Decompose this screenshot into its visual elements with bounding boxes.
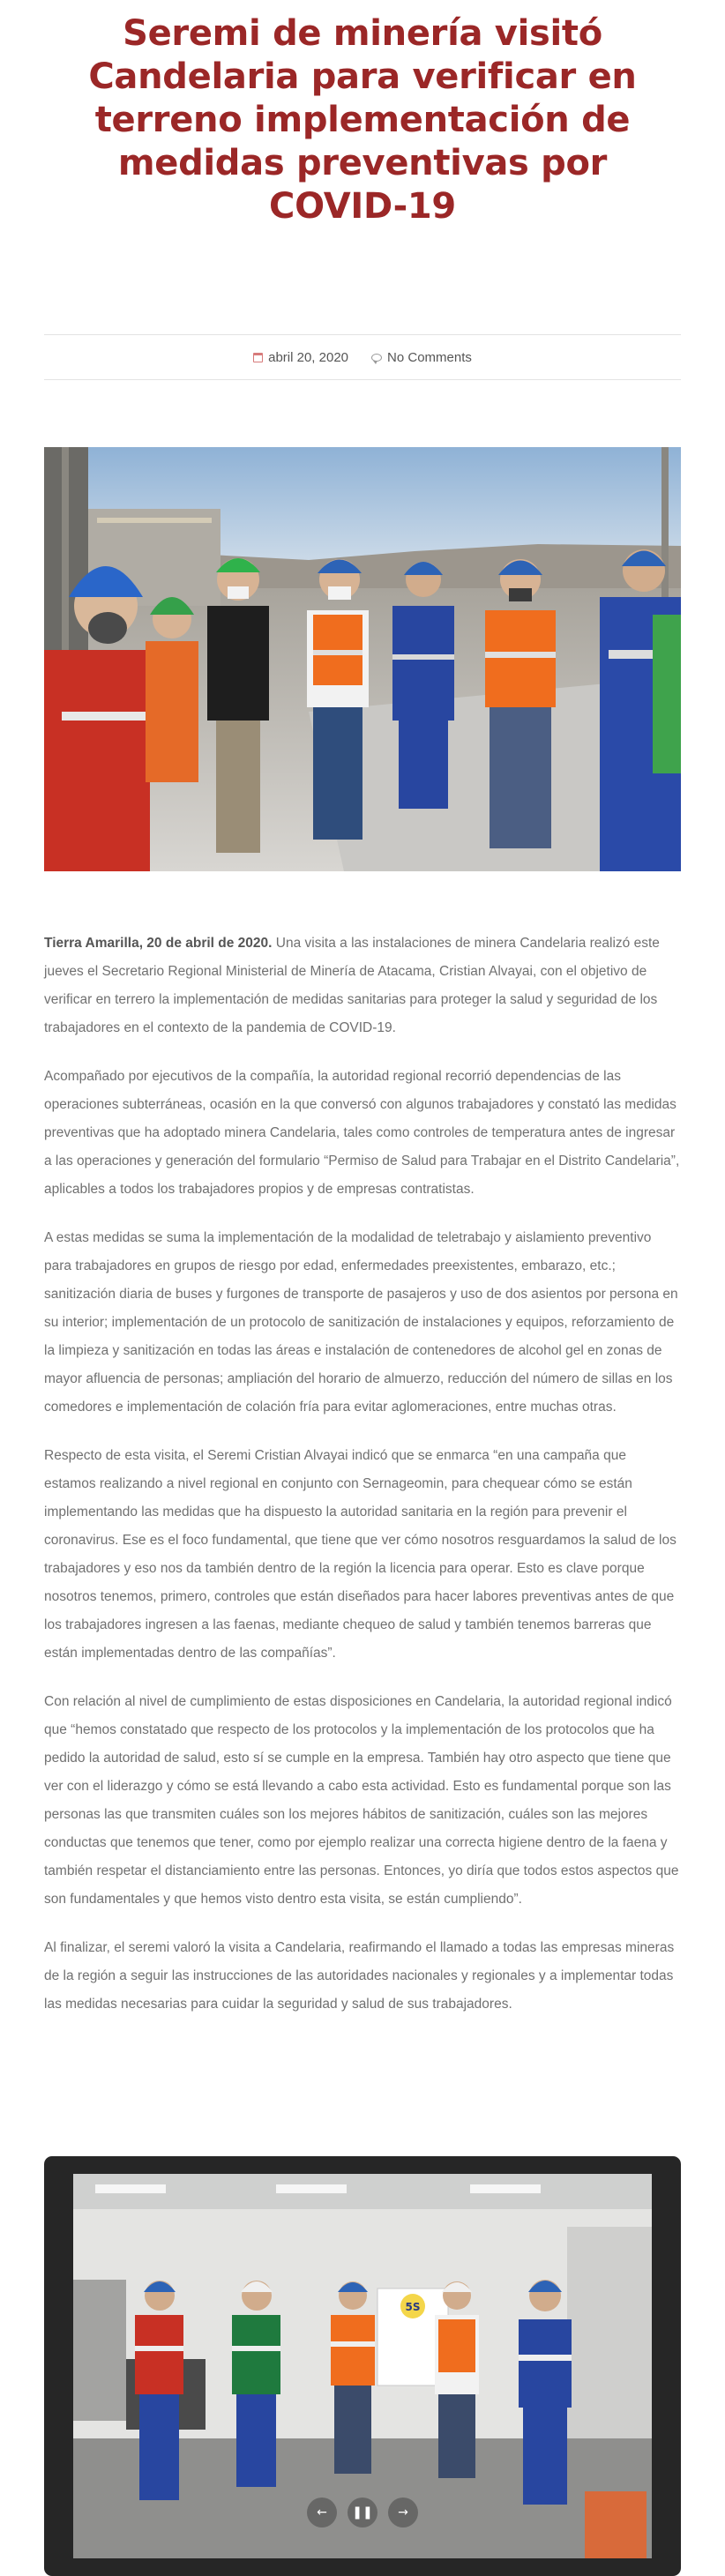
lead-paragraph [44, 930, 681, 1042]
post-meta [44, 335, 681, 379]
svg-text:5S: 5S [405, 2301, 421, 2313]
hero-photo [44, 447, 681, 871]
image-slider [44, 2156, 681, 2576]
meta-divider-bottom [44, 379, 681, 380]
arrow-left-icon[interactable]: ← [307, 2498, 337, 2527]
photo-workers-outdoor-icon [44, 447, 681, 871]
post-title: Seremi de minería visitó Candelaria para verificar en terreno implementación de medidas preventivas por COVID-19 [88, 13, 637, 227]
post-date [253, 350, 348, 365]
arrow-right-icon[interactable]: → [388, 2498, 418, 2527]
lead-dateline: Tierra Amarilla, 20 de abril de 2020. [44, 936, 273, 951]
paragraph: A estas medidas se suma la implementación de la modalidad de teletrabajo y aislamiento preventivo para trabajadores en grupos de riesgo por edad, enfermedades preexistentes, embarazo, etc.; sanitización diaria de buses y furgones de transporte de pasajeros y uso de dos asientos por persona en su interior; implementación de un protocolo de sanitización de instalaciones y equipos, reforzamiento de la limpieza y sanitización en todas las áreas e instalación de contenedores de alcohol gel en zonas de mayor afluencia de personas; ampliación del horario de almuerzo, reducción del número de sillas en los comedores e implementación de colación fría para evitar aglomeraciones, entre muchas otras. [44, 1230, 678, 1415]
slider-image [73, 2174, 652, 2558]
post-date-text: abril 20, 2020 [268, 349, 349, 365]
paragraph: Al finalizar, el seremi valoró la visita a Candelaria, reafirmando el llamado a todas las empresas mineras de la región a seguir las instrucciones de las autoridades nacionales y regionales y a implementar todas las medidas necesarias para cuidar la seguridad y salud de sus trabajadores. [44, 1940, 675, 2012]
slider-controls [73, 2498, 652, 2527]
comment-bubble-icon [371, 354, 382, 362]
lead-text: Una visita a las instalaciones de minera Candelaria realizó este jueves el Secretario Regional Ministerial de Minería de Atacama, Cristian Alvayai, con el objetivo de verificar en terrero la implementación de medidas sanitarias para proteger la salud y seguridad de los trabajadores en el contexto de la pandemia de COVID-19. [44, 936, 660, 1035]
comments-link[interactable]: No Comments [387, 349, 472, 365]
calendar-icon [253, 353, 263, 362]
paragraph: Con relación al nivel de cumplimiento de estas disposiciones en Candelaria, la autoridad regional indicó que “hemos constatado que respecto de los protocolos y la implementación de los protocolos que ha pedido la autoridad de salud, esto sí se cumple en la empresa. También hay otro aspecto que tiene que ver con el liderazgo y cómo se está llevando a cabo esta actividad. Esto es fundamental porque son las personas las que transmiten cuáles son los mejores hábitos de sanitización, cuáles son las mejores conductas que tenemos que tener, como por ejemplo realizar una correcta higiene dentro de la faena y también respetar el distanciamiento entre las personas. Entonces, yo diría que todos estos aspectos que son fundamentales y que hemos visto dentro esta visita, se están cumpliendo”. [44, 1694, 679, 1907]
post-body [44, 930, 681, 2039]
pause-icon[interactable]: ❚❚ [348, 2498, 377, 2527]
paragraph: Respecto de esta visita, el Seremi Cristian Alvayai indicó que se enmarca “en una campaña que estamos realizando a nivel regional en conjunto con Sernageomin, para chequear cómo se están implementando las medidas que ha dispuesto la autoridad sanitaria en la región para prevenir el coronavirus. Ese es el foco fundamental, que tiene que ver cómo nosotros resguardamos la salud de los trabajadores y eso nos da también dentro de la región la licencia para operar. Esto es clave porque nosotros tenemos, primero, controles que están diseñados para hacer labores preventivas antes de que los trabajadores ingresen a las faenas, mediante chequeo de salud y también tenemos barreras que están implementadas dentro de las compañías”. [44, 1448, 676, 1661]
paragraph: Acompañado por ejecutivos de la compañía, la autoridad regional recorrió dependencias de las operaciones subterráneas, ocasión en la que conversó con algunos trabajadores y constató las medidas preventivas que ha adoptado minera Candelaria, tales como controles de temperatura antes de ingresar a las operaciones y generación del formulario “Permiso de Salud para Trabajar en el Distrito Candelaria”, aplicables a todos los trabajadores propios y de empresas contratistas. [44, 1069, 680, 1197]
post-comments[interactable] [371, 350, 472, 365]
